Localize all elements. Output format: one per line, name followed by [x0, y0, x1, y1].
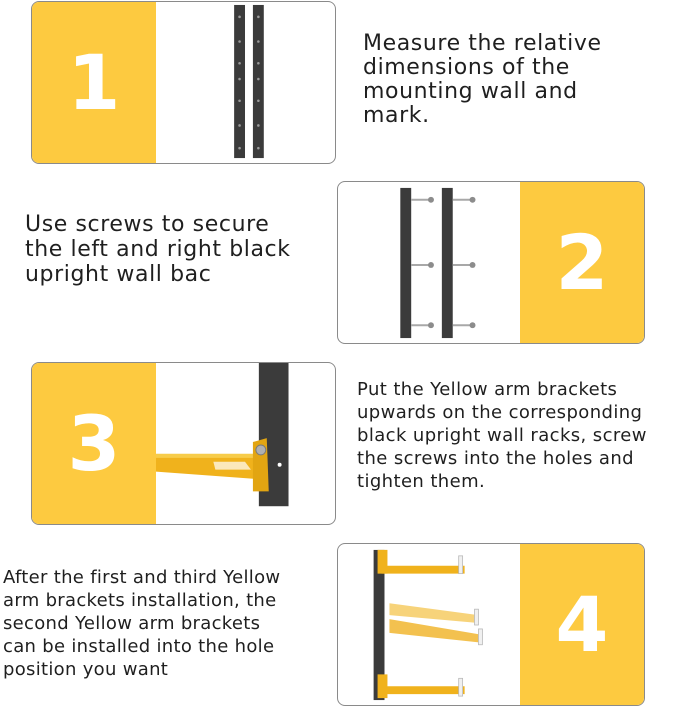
step-3-text-line: tighten them.: [357, 471, 486, 492]
step-1-number: 1: [67, 38, 121, 127]
uprights-with-screws-icon: [338, 182, 520, 343]
step-1-number-panel: [32, 2, 156, 163]
step-3-text-line: Put the Yellow arm brackets: [357, 379, 618, 400]
step-1-card: [31, 1, 336, 164]
step-4-text-line: After the first and third Yellow: [3, 567, 281, 588]
step-1-text-line: Measure the relative: [363, 31, 602, 56]
assembled-rack-icon: [338, 544, 520, 705]
step-3-text-line: black upright wall racks, screw: [357, 425, 647, 446]
step-2-text: [25, 212, 291, 287]
step-3-text-line: the screws into the holes and: [357, 448, 634, 469]
step-4-card: [337, 543, 645, 706]
arm-bracket-closeup-icon: [156, 363, 335, 524]
step-4-text-line: position you want: [3, 659, 169, 680]
step-4-text-line: arm brackets installation, the: [3, 590, 277, 611]
step-2-number-panel: [520, 182, 644, 343]
step-4-text-line: second Yellow arm brackets: [3, 613, 261, 634]
two-upright-bars-icon: [156, 2, 335, 163]
step-2-text-line: the left and right black: [25, 237, 291, 262]
step-3-number: 3: [67, 399, 121, 488]
step-1-text-line: mark.: [363, 103, 430, 128]
step-1-text-line: mounting wall and: [363, 79, 578, 104]
step-3-text: [357, 378, 647, 493]
step-4-number-panel: [520, 544, 644, 705]
step-3-number-panel: [32, 363, 156, 524]
step-1-text-line: dimensions of the: [363, 55, 570, 80]
step-4-number: 4: [555, 580, 609, 669]
step-2-number: 2: [555, 218, 609, 307]
step-2-card: [337, 181, 645, 344]
step-2-text-line: upright wall bac: [25, 262, 212, 287]
step-1-text: [363, 32, 602, 128]
step-3-text-line: upwards on the corresponding: [357, 402, 643, 423]
step-3-card: [31, 362, 336, 525]
step-2-text-line: Use screws to secure: [25, 212, 270, 237]
step-4-text: [3, 566, 280, 681]
step-4-text-line: can be installed into the hole: [3, 636, 275, 657]
